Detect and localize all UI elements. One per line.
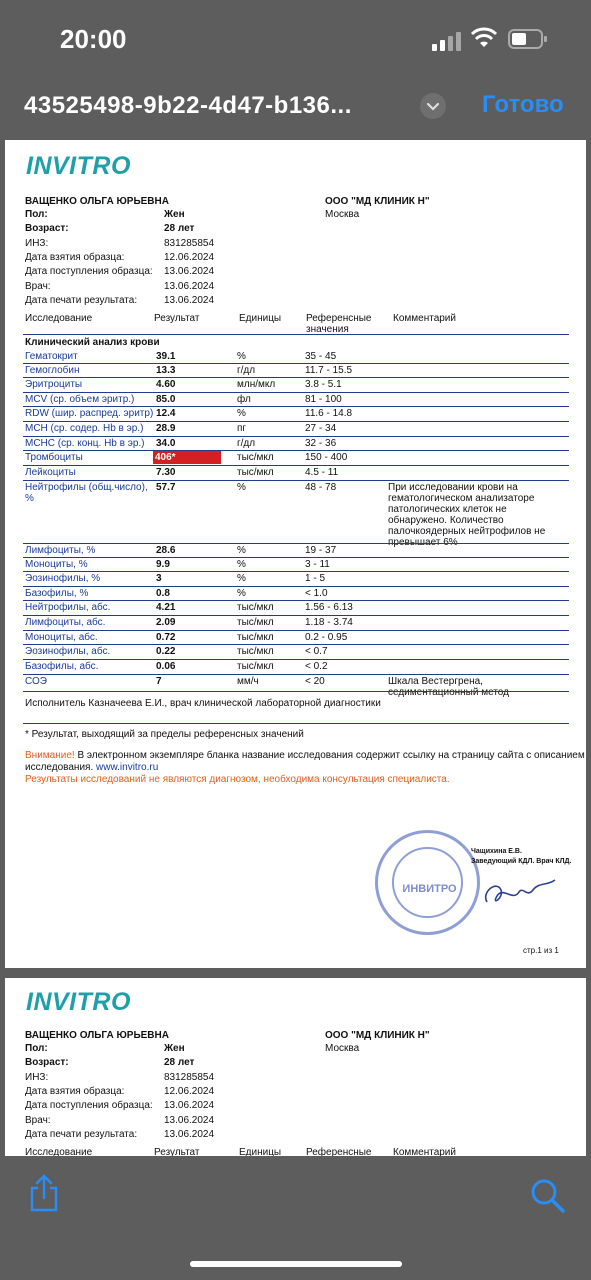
disclaimer: Результаты исследований не являются диагнозом, необходима консультация специалиста. [25,774,450,785]
clinic-city: Москва [325,1043,360,1054]
row-test-name[interactable]: MCH (ср. содер. Hb в эр.) [25,423,144,434]
field-value: 12.06.2024 [164,1085,215,1097]
invitro-link[interactable]: www.invitro.ru [96,762,159,773]
field-value: 13.06.2024 [164,294,215,306]
row-divider [23,586,569,587]
row-result: 3 [156,573,162,584]
field-label: Возраст: [25,223,69,235]
row-test-name[interactable]: Тромбоциты [25,452,83,463]
row-test-name[interactable]: Эритроциты [25,379,83,390]
row-result: 13.3 [156,365,176,376]
row-result: 4.21 [156,602,176,613]
row-unit: % [237,559,246,570]
row-result: 0.8 [156,588,170,599]
row-test-name[interactable]: Моноциты, % [25,559,88,570]
warning-line-2 [25,762,158,773]
document-nav-bar [0,72,591,138]
row-result: 7.30 [156,467,176,478]
row-ref: < 0.7 [305,646,328,657]
row-unit: % [237,588,246,599]
row-divider [23,644,569,645]
row-divider [23,480,569,481]
row-result: 7 [156,676,162,687]
row-test-name[interactable]: Эозинофилы, % [25,573,101,584]
field-value: 13.06.2024 [164,1128,215,1140]
title-menu-button[interactable] [420,93,446,119]
field-value: 12.06.2024 [164,251,215,263]
row-result: 2.09 [156,617,176,628]
row-unit: тыс/мкл [237,452,274,463]
field-value: Жен [164,209,185,220]
patient-name: ВАЩЕНКО ОЛЬГА ЮРЬЕВНА [25,1030,169,1041]
signer-name: Чащихина Е.В. [471,848,522,855]
row-divider [23,659,569,660]
header-result: Результат [154,313,200,324]
row-divider [23,543,569,544]
row-result: 28.6 [156,545,176,556]
field-label: Дата печати результата: [25,294,138,306]
row-unit: г/дл [237,365,256,376]
row-result: 39.1 [156,351,176,362]
header-comment: Комментарий [393,1147,456,1156]
clinic-name: ООО "МД КЛИНИК Н" [325,196,430,207]
header-result: Результат [154,1147,200,1156]
row-comment: При исследовании крови на гематологическом анализаторе патологических клеток не обнаружено. Количество палочкоядерных нейтрофилов не превышает 6% [388,482,546,548]
row-divider [23,615,569,616]
battery-icon [508,28,548,50]
cellular-signal-icon [432,31,462,51]
row-unit: мм/ч [237,676,259,687]
header-ref: Референсные [306,1147,372,1156]
field-value: 13.06.2024 [164,1114,215,1126]
row-test-name[interactable]: MCV (ср. объем эритр.) [25,394,135,405]
field-value: 13.06.2024 [164,1100,215,1112]
row-ref: 35 - 45 [305,351,337,362]
field-label: ИНЗ: [25,237,49,249]
row-result: 4.60 [156,379,176,390]
row-test-name[interactable]: Гематокрит [25,351,78,362]
invitro-logo: INVITRO [26,988,131,1016]
status-bar [0,0,591,72]
warning-label: Внимание! [25,750,75,761]
row-test-name[interactable]: Базофилы, абс. [25,661,99,672]
row-divider [23,363,569,364]
row-unit: тыс/мкл [237,602,274,613]
field-label: Дата поступления образца: [25,266,153,278]
field-label: Пол: [25,209,48,220]
row-ref: 48 - 78 [305,482,337,493]
warning-text: В электронном экземпляре бланка название исследования содержит ссылку на страницу сайта с описанием [74,750,585,761]
field-label: ИНЗ: [25,1071,49,1083]
row-unit: г/дл [237,438,256,449]
row-result: 57.7 [156,482,176,493]
row-unit: тыс/мкл [237,632,274,643]
row-result: 85.0 [156,394,176,405]
row-result: 0.72 [156,632,176,643]
field-label: Дата поступления образца: [25,1100,153,1112]
row-test-name[interactable]: Нейтрофилы, абс. [25,602,111,613]
chevron-down-icon [420,93,446,119]
row-unit: % [237,545,246,556]
report-page-2 [5,978,586,1156]
field-value: 28 лет [164,223,195,235]
row-result: 12.4 [156,408,176,419]
header-units: Единицы [239,313,282,324]
header-comment: Комментарий [393,313,456,324]
row-ref: < 0.2 [305,661,328,672]
row-test-name[interactable]: Лимфоциты, % [25,545,96,556]
field-value: 831285854 [164,237,215,249]
row-ref: 11.6 - 14.8 [305,408,353,419]
row-ref: 1 - 5 [305,573,326,584]
divider [23,334,569,335]
row-unit: % [237,482,246,493]
row-test-name[interactable]: Моноциты, абс. [25,632,98,643]
row-test-name[interactable]: Нейтрофилы (общ.число), % [25,482,148,504]
header-units: Единицы [239,1147,282,1156]
row-divider [23,465,569,466]
patient-name: ВАЩЕНКО ОЛЬГА ЮРЬЕВНА [25,196,169,207]
row-ref: 3.8 - 5.1 [305,379,342,390]
row-unit: % [237,408,246,419]
row-divider [23,630,569,631]
row-ref: 4.5 - 11 [305,467,339,478]
row-unit: % [237,351,246,362]
field-label: Пол: [25,1043,48,1054]
row-comment: Шкала Вестергрена, седиментационный метод [388,676,509,698]
done-button[interactable]: Готово [482,91,564,118]
row-ref: 3 - 11 [305,559,330,570]
document-title: 43525498-9b22-4d47-b136... [24,92,352,119]
status-time: 20:00 [60,24,127,54]
row-divider [23,421,569,422]
row-test-name[interactable]: RDW (шир. распред. эритр) [25,408,154,419]
row-divider [23,377,569,378]
row-test-name[interactable]: Базофилы, % [25,588,89,599]
report-page-1 [5,140,586,968]
header-test: Исследование [25,1147,93,1156]
field-label: Врач: [25,1114,51,1126]
row-divider [23,557,569,558]
wifi-icon [470,27,498,49]
row-ref: < 20 [305,676,325,687]
signer-title: Заведующий КДЛ. Врач КЛД. [471,858,572,865]
row-ref: 11.7 - 15.5 [305,365,353,376]
row-ref: 81 - 100 [305,394,342,405]
executor-note: Исполнитель Казначеева Е.И., врач клинической лабораторной диагностики [25,698,381,709]
row-ref: 1.18 - 3.74 [305,617,353,628]
row-ref: 0.2 - 0.95 [305,632,348,643]
share-icon[interactable] [28,1174,60,1214]
row-result: 34.0 [156,438,176,449]
row-ref: 32 - 36 [305,438,337,449]
row-result: 28.9 [156,423,176,434]
row-ref: 150 - 400 [305,452,348,463]
row-unit: фл [237,394,251,405]
row-unit: пг [237,423,247,434]
field-label: Дата печати результата: [25,1128,138,1140]
row-divider [23,450,569,451]
row-result: 9.9 [156,559,170,570]
field-value: 13.06.2024 [164,280,215,292]
footnote: * Результат, выходящий за пределы референсных значений [25,729,304,740]
row-result: 0.22 [156,646,176,657]
row-test-name[interactable]: Лимфоциты, абс. [25,617,106,628]
warning-line [25,750,585,761]
stamp-inner-ring [392,847,463,918]
row-divider [23,600,569,601]
row-divider [23,691,569,692]
search-icon[interactable] [530,1178,566,1214]
field-value: Жен [164,1043,185,1054]
row-divider [23,674,569,675]
field-value: 831285854 [164,1071,215,1083]
divider [23,723,569,724]
clinic-city: Москва [325,209,360,220]
field-label: Дата взятия образца: [25,251,125,263]
row-divider [23,436,569,437]
warning-text-2: исследования. [25,762,97,773]
row-unit: тыс/мкл [237,646,274,657]
field-label: Дата взятия образца: [25,1085,125,1097]
invitro-logo: INVITRO [26,152,131,180]
row-test-name[interactable]: Лейкоциты [25,467,76,478]
row-ref: 1.56 - 6.13 [305,602,353,613]
row-unit: тыс/мкл [237,467,274,478]
row-divider [23,571,569,572]
page-number: стр.1 из 1 [523,946,559,955]
row-unit: тыс/мкл [237,661,274,672]
header-ref: Референсные значения [306,313,372,335]
header-test: Исследование [25,313,93,324]
row-ref: < 1.0 [305,588,328,599]
row-test-name[interactable]: СОЭ [25,676,47,687]
row-divider [23,406,569,407]
row-result: 0.06 [156,661,176,672]
field-label: Врач: [25,280,51,292]
row-ref: 19 - 37 [305,545,337,556]
section-title: Клинический анализ крови [25,337,160,348]
field-value: 28 лет [164,1057,195,1069]
stamp-text: ИНВИТРО [402,883,457,895]
row-test-name[interactable]: Гемоглобин [25,365,80,376]
field-label: Возраст: [25,1057,69,1069]
clinic-name: ООО "МД КЛИНИК Н" [325,1030,430,1041]
row-unit: млн/мкл [237,379,276,390]
row-unit: % [237,573,246,584]
signature-icon [479,872,559,912]
row-ref: 27 - 34 [305,423,337,434]
row-test-name[interactable]: Эозинофилы, абс. [25,646,111,657]
row-unit: тыс/мкл [237,617,274,628]
home-indicator[interactable] [190,1261,402,1267]
row-divider [23,392,569,393]
row-test-name[interactable]: MCHC (ср. конц. Hb в эр.) [25,438,145,449]
row-result-flagged: 406* [153,451,221,464]
lab-stamp [375,830,480,935]
field-value: 13.06.2024 [164,266,215,278]
